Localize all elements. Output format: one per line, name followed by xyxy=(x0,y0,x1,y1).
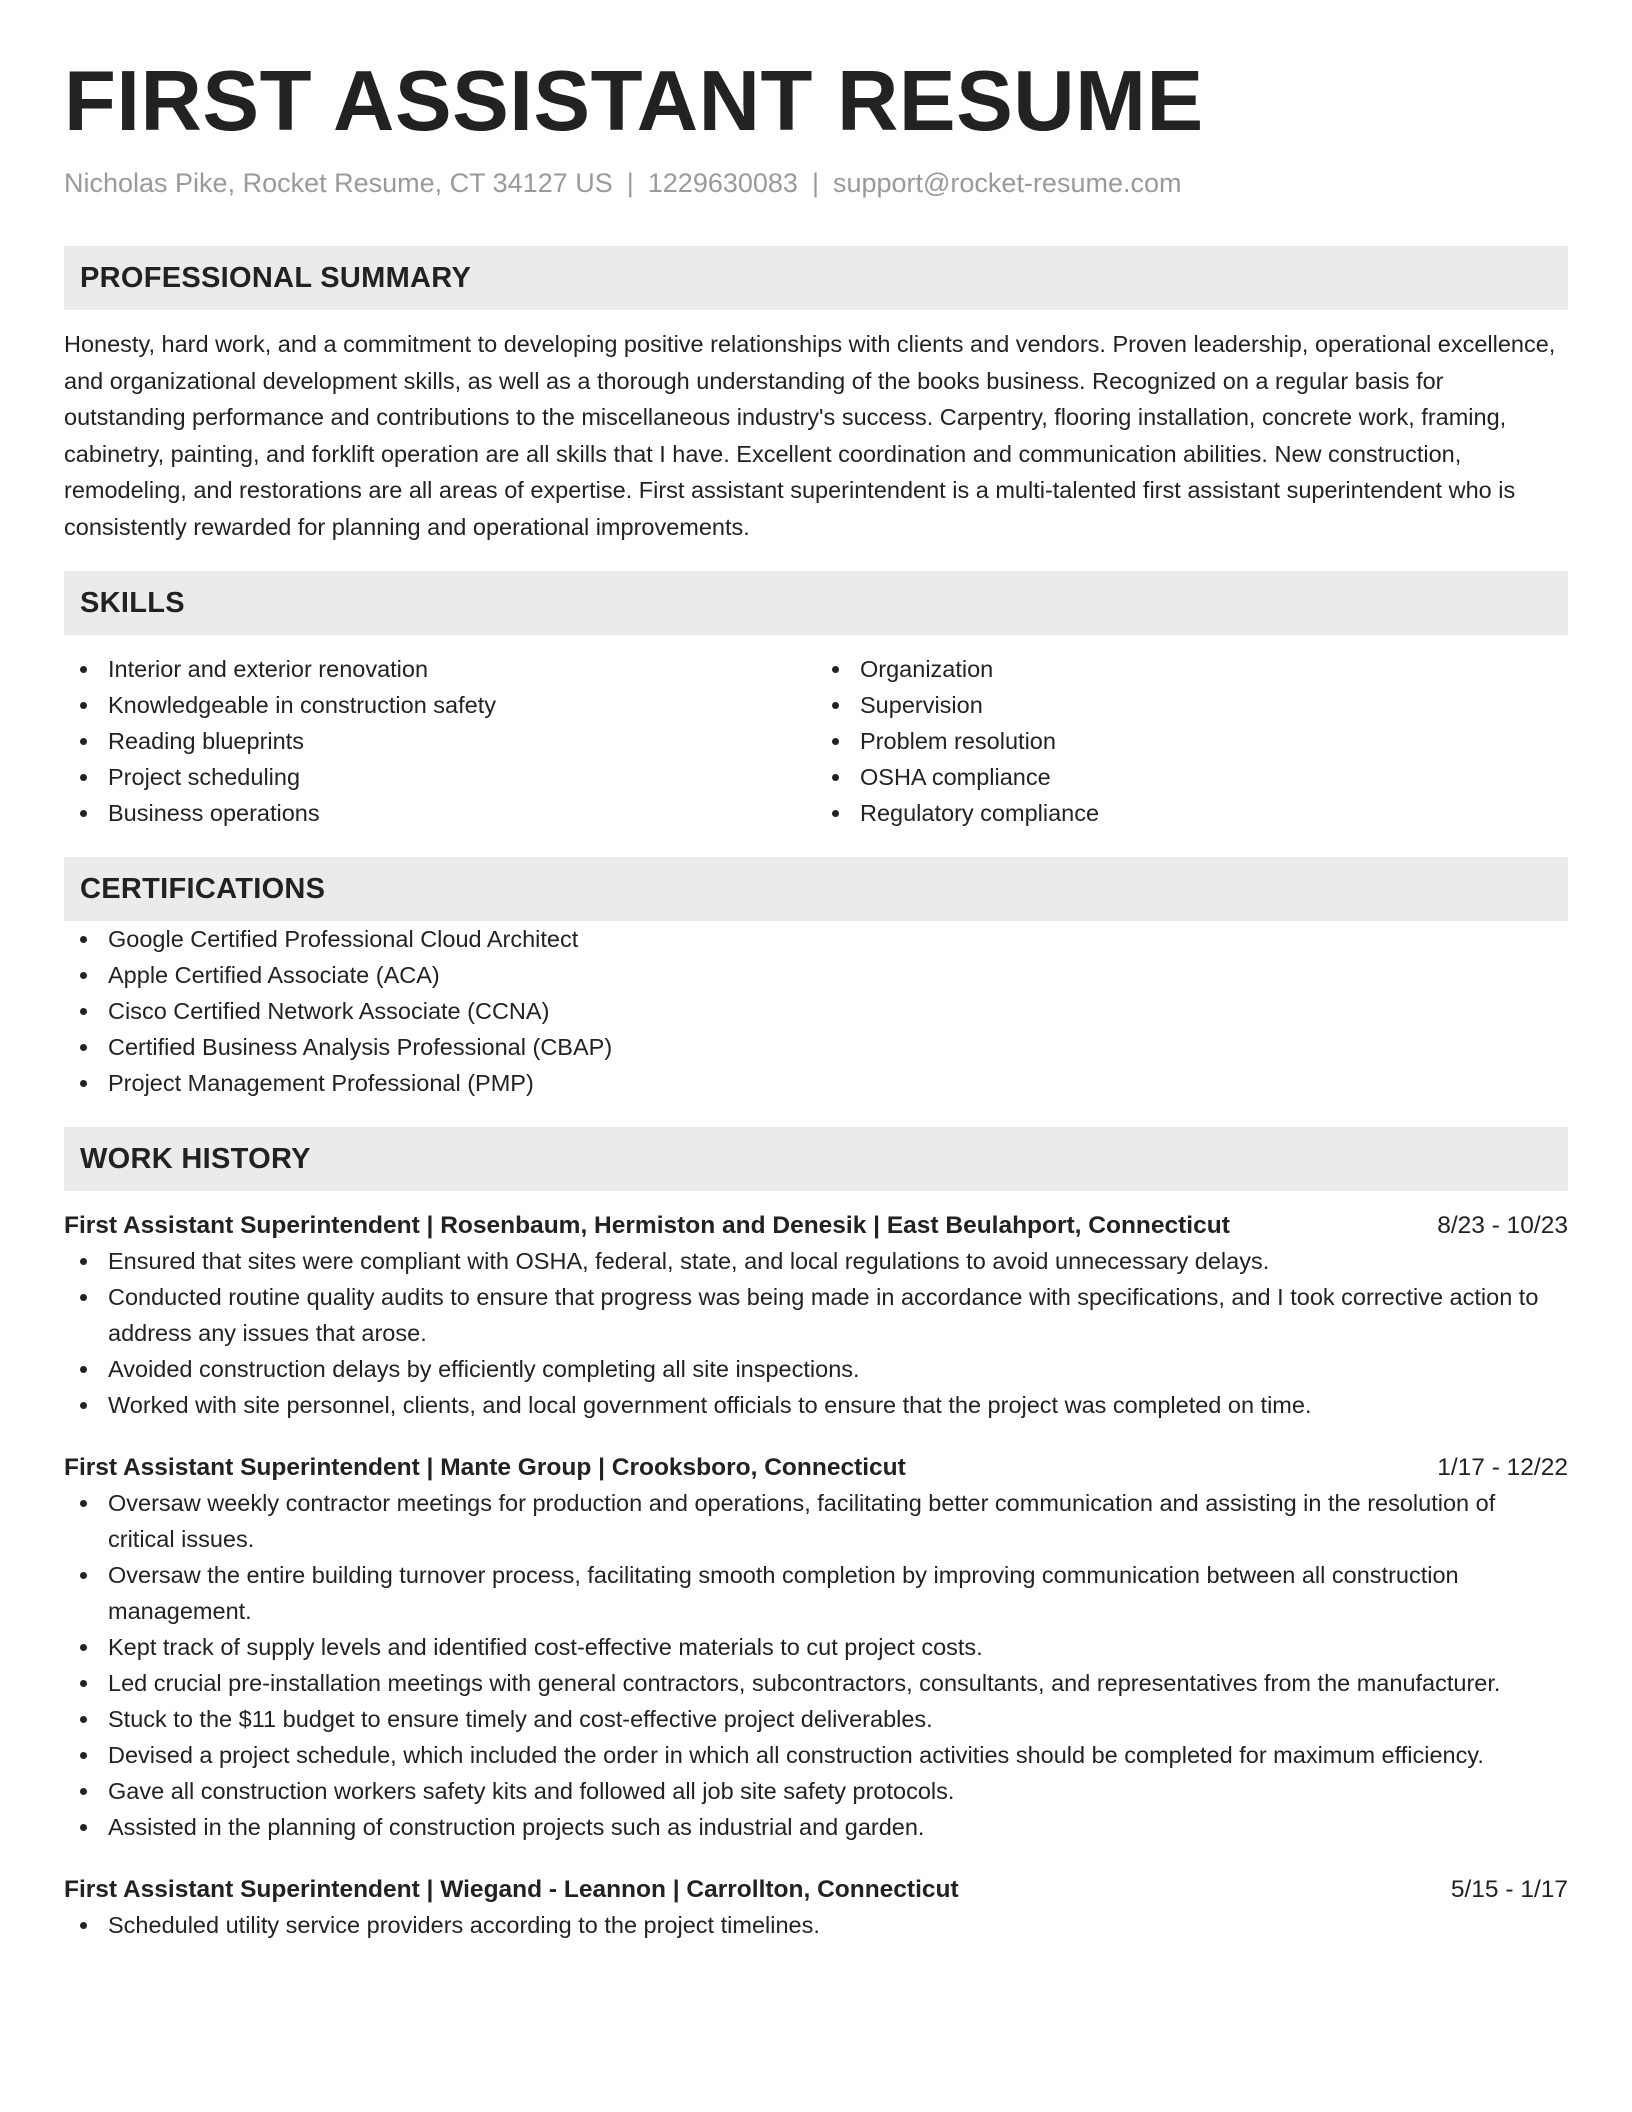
resume-title: FIRST ASSISTANT RESUME xyxy=(64,54,1204,149)
skill-item: Knowledgeable in construction safety xyxy=(64,687,816,723)
skill-item: Interior and exterior renovation xyxy=(64,651,816,687)
contact-email: support@rocket-resume.com xyxy=(832,168,1182,198)
job-bullets xyxy=(64,1907,1568,1943)
skill-item: OSHA compliance xyxy=(816,759,1568,795)
skill-item: Business operations xyxy=(64,795,816,831)
contact-address: Nicholas Pike, Rocket Resume, CT 34127 US xyxy=(64,168,613,198)
certification-item: Apple Certified Associate (ACA) xyxy=(64,957,1568,993)
job-bullet: Avoided construction delays by efficiently completing all site inspections. xyxy=(64,1351,1568,1387)
skill-item: Organization xyxy=(816,651,1568,687)
job-bullet: Gave all construction workers safety kits and followed all job site safety protocols. xyxy=(64,1773,1568,1809)
job-dates: 8/23 - 10/23 xyxy=(1437,1212,1568,1239)
section-header-work-history: WORK HISTORY xyxy=(64,1127,1568,1191)
job-header xyxy=(64,1451,1568,1485)
job-bullets xyxy=(64,1243,1568,1423)
section-header-summary: PROFESSIONAL SUMMARY xyxy=(64,246,1568,310)
job-title: First Assistant Superintendent | Rosenbaum, Hermiston and Denesik | East Beulahport, Connecticut xyxy=(64,1212,1230,1239)
contact-separator: | xyxy=(811,168,819,198)
contact-separator: | xyxy=(626,168,634,198)
skill-item: Problem resolution xyxy=(816,723,1568,759)
job-bullet: Kept track of supply levels and identified cost-effective materials to cut project costs. xyxy=(64,1629,1568,1665)
job-entry xyxy=(64,1209,1568,1423)
job-dates: 1/17 - 12/22 xyxy=(1437,1454,1568,1481)
skill-item: Supervision xyxy=(816,687,1568,723)
job-entry xyxy=(64,1451,1568,1845)
certification-item: Project Management Professional (PMP) xyxy=(64,1065,1568,1101)
job-bullet: Assisted in the planning of construction projects such as industrial and garden. xyxy=(64,1809,1568,1845)
job-bullet: Stuck to the $11 budget to ensure timely and cost-effective project deliverables. xyxy=(64,1701,1568,1737)
job-bullet: Oversaw the entire building turnover process, facilitating smooth completion by improving communication between all construction management. xyxy=(64,1557,1568,1629)
contact-phone: 1229630083 xyxy=(647,168,798,198)
job-title: First Assistant Superintendent | Mante Group | Crooksboro, Connecticut xyxy=(64,1454,906,1481)
job-bullets xyxy=(64,1485,1568,1845)
skills-column-right xyxy=(816,651,1568,831)
certification-item: Certified Business Analysis Professional (CBAP) xyxy=(64,1029,1568,1065)
job-header xyxy=(64,1873,1568,1907)
job-bullet: Conducted routine quality audits to ensure that progress was being made in accordance with specifications, and I took corrective action to address any issues that arose. xyxy=(64,1279,1568,1351)
job-bullet: Ensured that sites were compliant with OSHA, federal, state, and local regulations to avoid unnecessary delays. xyxy=(64,1243,1568,1279)
contact-line xyxy=(64,166,1568,200)
job-bullet: Led crucial pre-installation meetings with general contractors, subcontractors, consultants, and representatives from the manufacturer. xyxy=(64,1665,1568,1701)
skills-columns xyxy=(64,651,1568,831)
skills-column-left xyxy=(64,651,816,831)
job-bullet: Devised a project schedule, which included the order in which all construction activities should be completed for maximum efficiency. xyxy=(64,1737,1568,1773)
certification-item: Cisco Certified Network Associate (CCNA) xyxy=(64,993,1568,1029)
skill-item: Reading blueprints xyxy=(64,723,816,759)
job-bullet: Oversaw weekly contractor meetings for production and operations, facilitating better communication and assisting in the resolution of critical issues. xyxy=(64,1485,1568,1557)
certifications-list xyxy=(64,921,1568,1101)
summary-text: Honesty, hard work, and a commitment to developing positive relationships with clients and vendors. Proven leadership, operational excellence, and organizational development skills, as well as a thorough understanding of the books business. Recognized on a regular basis for outstanding performance and contributions to the miscellaneous industry's success. Carpentry, flooring installation, concrete work, framing, cabinetry, painting, and forklift operation are all skills that I have. Excellent coordination and communication abilities. New construction, remodeling, and restorations are all areas of expertise. First assistant superintendent is a multi-talented first assistant superintendent who is consistently rewarded for planning and operational improvements. xyxy=(64,331,1556,540)
job-dates: 5/15 - 1/17 xyxy=(1450,1876,1568,1903)
job-bullet: Scheduled utility service providers according to the project timelines. xyxy=(64,1907,1568,1943)
section-header-certifications: CERTIFICATIONS xyxy=(64,857,1568,921)
job-header xyxy=(64,1209,1568,1243)
job-title: First Assistant Superintendent | Wiegand - Leannon | Carrollton, Connecticut xyxy=(64,1876,959,1903)
skills-list-left xyxy=(64,651,816,831)
skills-list-right xyxy=(816,651,1568,831)
section-header-skills: SKILLS xyxy=(64,571,1568,635)
skill-item: Project scheduling xyxy=(64,759,816,795)
job-entry xyxy=(64,1873,1568,1943)
certification-item: Google Certified Professional Cloud Architect xyxy=(64,921,1568,957)
skill-item: Regulatory compliance xyxy=(816,795,1568,831)
job-bullet: Worked with site personnel, clients, and local government officials to ensure that the project was completed on time. xyxy=(64,1387,1568,1423)
